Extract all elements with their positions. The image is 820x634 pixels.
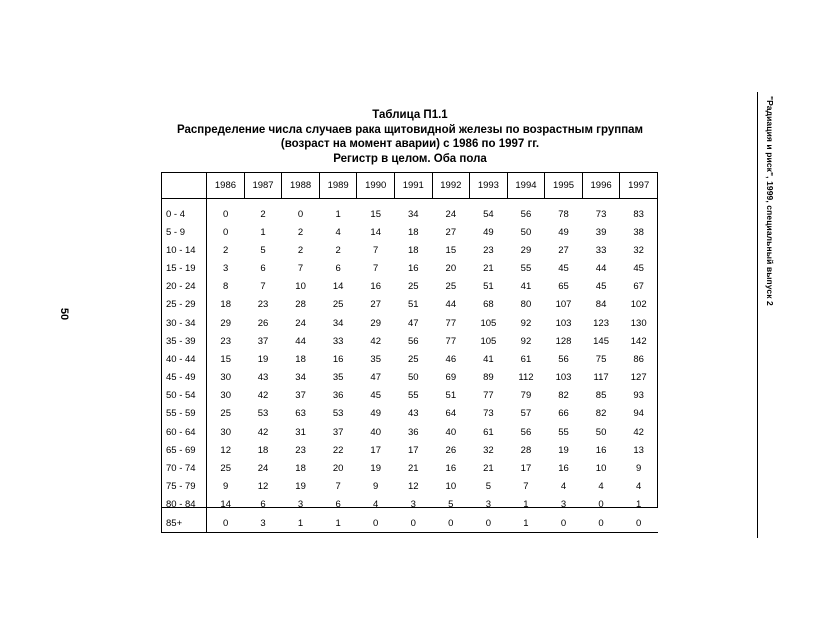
case-count-cell: 43	[407, 408, 419, 420]
table-caption-line-1: Распределение числа случаев рака щитовидной железы по возрастным группам	[176, 123, 644, 136]
case-count-cell: 8	[223, 281, 229, 293]
table-header-row	[162, 173, 658, 199]
thyroid-cancer-table	[161, 172, 658, 533]
case-count-cell: 5	[260, 244, 266, 256]
case-count-cell: 67	[633, 281, 644, 293]
case-count-cell: 22	[332, 444, 344, 456]
case-count-cell: 55	[520, 262, 532, 274]
case-count-cell: 5	[485, 481, 492, 493]
case-count-cell: 12	[257, 481, 269, 493]
case-count-cell: 19	[370, 463, 381, 475]
case-count-cell: 56	[407, 335, 419, 347]
case-count-cell: 10	[595, 463, 607, 475]
case-count-cell: 40	[370, 426, 381, 438]
case-count-cell: 19	[558, 444, 569, 456]
case-count-cell: 17	[370, 444, 381, 456]
age-group-cell: 50 - 54	[162, 387, 207, 405]
case-count-cell: 77	[445, 335, 457, 347]
year-header-1989: 1989	[319, 173, 357, 199]
case-count-cell: 1	[523, 499, 529, 511]
case-count-cell: 24	[257, 463, 269, 475]
case-count-cell: 15	[370, 208, 381, 220]
case-count-cell: 0	[223, 226, 229, 238]
case-count-cell: 55	[558, 426, 569, 438]
age-group-cell: 25 - 29	[162, 296, 207, 314]
case-count-cell: 4	[598, 481, 604, 493]
case-count-cell: 43	[257, 372, 269, 384]
case-count-cell: 51	[445, 390, 457, 402]
year-header-1993: 1993	[470, 173, 508, 199]
case-count-cell: 27	[370, 299, 381, 311]
age-group-cell: 0 - 4	[162, 199, 207, 224]
running-header	[763, 96, 775, 536]
case-count-cell: 123	[593, 317, 609, 329]
age-group-cell: 20 - 24	[162, 278, 207, 296]
case-count-cell: 27	[558, 244, 569, 256]
table-row	[162, 423, 658, 441]
case-count-cell: 17	[520, 463, 532, 475]
age-group-cell: 45 - 49	[162, 369, 207, 387]
age-group-cell: 40 - 44	[162, 350, 207, 368]
case-count-cell: 57	[520, 408, 532, 420]
case-count-cell: 44	[295, 335, 306, 347]
case-count-cell: 51	[483, 281, 494, 293]
case-count-cell: 1	[335, 208, 341, 220]
case-count-cell: 45	[558, 262, 569, 274]
age-group-cell: 5 - 9	[162, 223, 207, 241]
case-count-cell: 7	[335, 481, 341, 493]
case-count-cell: 24	[445, 208, 457, 220]
case-count-cell: 3	[560, 499, 567, 511]
case-count-cell: 4	[335, 226, 341, 238]
year-header-1987: 1987	[244, 173, 282, 199]
case-count-cell: 15	[220, 353, 231, 365]
case-count-cell: 18	[257, 444, 269, 456]
case-count-cell: 20	[332, 463, 344, 475]
case-count-cell: 6	[335, 262, 341, 274]
case-count-cell: 9	[636, 463, 642, 475]
case-count-cell: 145	[593, 335, 609, 347]
case-count-cell: 16	[407, 262, 419, 274]
case-count-cell: 28	[295, 299, 306, 311]
case-count-cell: 14	[332, 281, 344, 293]
case-count-cell: 46	[445, 353, 457, 365]
case-count-cell: 34	[407, 208, 419, 220]
case-count-cell: 117	[593, 372, 609, 384]
case-count-cell: 7	[373, 244, 379, 256]
case-count-cell: 32	[633, 244, 644, 256]
case-count-cell: 37	[332, 426, 344, 438]
page-number: 50	[58, 307, 71, 321]
case-count-cell: 35	[370, 353, 381, 365]
table-row	[162, 514, 658, 533]
case-count-cell: 85	[595, 390, 607, 402]
case-count-cell: 4	[560, 481, 567, 493]
case-count-cell: 38	[633, 226, 644, 238]
case-count-cell: 29	[370, 317, 381, 329]
age-group-cell: 55 - 59	[162, 405, 207, 423]
case-count-cell: 15	[445, 244, 457, 256]
case-count-cell: 1	[260, 226, 266, 238]
case-count-cell: 26	[257, 317, 269, 329]
table-number: Таблица П1.1	[372, 109, 448, 121]
case-count-cell: 2	[297, 226, 304, 238]
table-row	[162, 405, 658, 423]
case-count-cell: 7	[260, 281, 266, 293]
case-count-cell: 0	[470, 514, 508, 533]
case-count-cell: 78	[558, 208, 569, 220]
case-count-cell: 16	[595, 444, 607, 456]
year-header-1992: 1992	[432, 173, 470, 199]
case-count-cell: 16	[332, 353, 344, 365]
age-group-cell: 85+	[162, 514, 207, 533]
table-title-block	[160, 108, 660, 166]
case-count-cell: 6	[335, 499, 341, 511]
case-count-cell: 1	[636, 499, 642, 511]
case-count-cell: 54	[483, 208, 494, 220]
table-row	[162, 478, 658, 496]
case-count-cell: 16	[370, 281, 381, 293]
case-count-cell: 86	[633, 353, 644, 365]
case-count-cell: 66	[558, 408, 569, 420]
case-count-cell: 45	[595, 281, 607, 293]
case-count-cell: 42	[633, 426, 644, 438]
case-count-cell: 40	[445, 426, 457, 438]
case-count-cell: 21	[483, 463, 494, 475]
table-row	[162, 314, 658, 332]
case-count-cell: 56	[520, 208, 532, 220]
case-count-cell: 13	[633, 444, 644, 456]
case-count-cell: 25	[332, 299, 344, 311]
case-count-cell: 49	[558, 226, 569, 238]
case-count-cell: 14	[370, 226, 381, 238]
case-count-cell: 3	[410, 499, 416, 511]
case-count-cell: 27	[445, 226, 457, 238]
case-count-cell: 0	[357, 514, 395, 533]
case-count-cell: 25	[407, 281, 419, 293]
case-count-cell: 30	[220, 372, 231, 384]
case-count-cell: 37	[257, 335, 269, 347]
case-count-cell: 18	[407, 226, 419, 238]
case-count-cell: 6	[260, 262, 266, 274]
age-group-cell: 75 - 79	[162, 478, 207, 496]
case-count-cell: 50	[407, 372, 419, 384]
case-count-cell: 25	[220, 408, 231, 420]
case-count-cell: 107	[555, 299, 572, 311]
case-count-cell: 0	[545, 514, 583, 533]
case-count-cell: 92	[520, 335, 532, 347]
table-row	[162, 199, 658, 224]
table-row	[162, 441, 658, 459]
case-count-cell: 53	[332, 408, 344, 420]
case-count-cell: 0	[432, 514, 470, 533]
year-header-1991: 1991	[394, 173, 432, 199]
case-count-cell: 142	[630, 335, 647, 347]
year-header-1990: 1990	[357, 173, 395, 199]
case-count-cell: 63	[295, 408, 306, 420]
case-count-cell: 34	[332, 317, 344, 329]
case-count-cell: 56	[558, 353, 569, 365]
case-count-cell: 50	[595, 426, 607, 438]
case-count-cell: 103	[555, 317, 572, 329]
case-count-cell: 56	[520, 426, 532, 438]
case-count-cell: 30	[220, 426, 231, 438]
case-count-cell: 0	[207, 514, 245, 533]
age-group-cell: 80 - 84	[162, 496, 207, 514]
case-count-cell: 18	[295, 353, 306, 365]
case-count-cell: 0	[297, 208, 304, 220]
year-header-1988: 1988	[282, 173, 320, 199]
case-count-cell: 82	[558, 390, 569, 402]
case-count-cell: 3	[244, 514, 282, 533]
case-count-cell: 49	[483, 226, 494, 238]
case-count-cell: 55	[407, 390, 419, 402]
case-count-cell: 49	[370, 408, 381, 420]
table-row	[162, 223, 658, 241]
table-row	[162, 278, 658, 296]
case-count-cell: 36	[332, 390, 344, 402]
table-row	[162, 387, 658, 405]
case-count-cell: 1	[282, 514, 320, 533]
case-count-cell: 65	[558, 281, 569, 293]
case-count-cell: 2	[297, 244, 304, 256]
case-count-cell: 33	[332, 335, 344, 347]
case-count-cell: 3	[297, 499, 304, 511]
case-count-cell: 34	[295, 372, 306, 384]
case-count-cell: 6	[260, 499, 266, 511]
year-header-1986: 1986	[207, 173, 245, 199]
case-count-cell: 77	[483, 390, 494, 402]
case-count-cell: 82	[595, 408, 607, 420]
case-count-cell: 83	[633, 208, 644, 220]
case-count-cell: 29	[220, 317, 231, 329]
case-count-cell: 41	[483, 353, 494, 365]
case-count-cell: 77	[445, 317, 457, 329]
year-header-1996: 1996	[582, 173, 620, 199]
case-count-cell: 105	[480, 335, 497, 347]
case-count-cell: 12	[220, 444, 231, 456]
case-count-cell: 24	[295, 317, 306, 329]
case-count-cell: 23	[295, 444, 306, 456]
case-count-cell: 128	[555, 335, 572, 347]
year-header-1995: 1995	[545, 173, 583, 199]
case-count-cell: 19	[257, 353, 269, 365]
case-count-cell: 45	[633, 262, 644, 274]
side-rule-divider	[757, 92, 758, 538]
case-count-cell: 7	[523, 481, 529, 493]
case-count-cell: 5	[448, 499, 454, 511]
case-count-cell: 0	[582, 514, 620, 533]
age-group-cell: 65 - 69	[162, 441, 207, 459]
case-count-cell: 1	[319, 514, 357, 533]
case-count-cell: 73	[595, 208, 607, 220]
case-count-cell: 94	[633, 408, 644, 420]
case-count-cell: 4	[636, 481, 642, 493]
table-caption-line-3: Регистр в целом. Оба пола	[333, 152, 487, 165]
case-count-cell: 18	[220, 299, 231, 311]
case-count-cell: 21	[407, 463, 419, 475]
case-count-cell: 64	[445, 408, 457, 420]
table-row	[162, 332, 658, 350]
case-count-cell: 127	[630, 372, 647, 384]
year-header-1994: 1994	[507, 173, 545, 199]
case-count-cell: 80	[520, 299, 532, 311]
case-count-cell: 30	[220, 390, 231, 402]
case-count-cell: 3	[485, 499, 492, 511]
table-body	[162, 199, 658, 533]
case-count-cell: 20	[445, 262, 457, 274]
case-count-cell: 0	[394, 514, 432, 533]
case-count-cell: 18	[295, 463, 306, 475]
case-count-cell: 112	[518, 372, 534, 384]
case-count-cell: 4	[373, 499, 379, 511]
case-count-cell: 10	[295, 281, 306, 293]
case-count-cell: 103	[555, 372, 572, 384]
case-count-cell: 14	[220, 499, 231, 511]
case-count-cell: 42	[257, 426, 269, 438]
case-count-cell: 16	[445, 463, 457, 475]
case-count-cell: 3	[223, 262, 229, 274]
case-count-cell: 61	[520, 353, 532, 365]
case-count-cell: 9	[373, 481, 379, 493]
year-header-1997: 1997	[620, 173, 658, 199]
table-row	[162, 459, 658, 477]
table-caption-line-2: (возраст на момент аварии) с 1986 по 1997 гг.	[280, 138, 540, 150]
case-count-cell: 1	[507, 514, 545, 533]
case-count-cell: 12	[407, 481, 419, 493]
table-row	[162, 296, 658, 314]
case-count-cell: 47	[370, 372, 381, 384]
age-group-cell: 15 - 19	[162, 259, 207, 277]
case-count-cell: 31	[295, 426, 306, 438]
case-count-cell: 0	[223, 208, 229, 220]
case-count-cell: 42	[370, 335, 381, 347]
case-count-cell: 39	[595, 226, 607, 238]
case-count-cell: 25	[445, 281, 457, 293]
case-count-cell: 36	[407, 426, 419, 438]
case-count-cell: 44	[445, 299, 457, 311]
case-count-cell: 68	[483, 299, 494, 311]
table-row	[162, 259, 658, 277]
case-count-cell: 42	[257, 390, 269, 402]
case-count-cell: 75	[595, 353, 607, 365]
case-count-cell: 26	[445, 444, 457, 456]
case-count-cell: 84	[595, 299, 607, 311]
case-count-cell: 41	[520, 281, 532, 293]
age-group-cell: 35 - 39	[162, 332, 207, 350]
case-count-cell: 0	[620, 514, 658, 533]
table-row	[162, 496, 658, 514]
case-count-cell: 69	[445, 372, 457, 384]
case-count-cell: 23	[220, 335, 231, 347]
case-count-cell: 7	[373, 262, 379, 274]
case-count-cell: 35	[332, 372, 344, 384]
age-group-cell: 30 - 34	[162, 314, 207, 332]
case-count-cell: 105	[480, 317, 497, 329]
case-count-cell: 9	[223, 481, 229, 493]
case-count-cell: 2	[260, 208, 266, 220]
case-count-cell: 25	[407, 353, 419, 365]
case-count-cell: 23	[483, 244, 494, 256]
case-count-cell: 37	[295, 390, 306, 402]
age-group-cell: 70 - 74	[162, 459, 207, 477]
table-row	[162, 369, 658, 387]
case-count-cell: 89	[483, 372, 494, 384]
age-group-header	[162, 173, 207, 199]
age-group-cell: 10 - 14	[162, 241, 207, 259]
case-count-cell: 50	[520, 226, 532, 238]
case-count-cell: 102	[630, 299, 647, 311]
case-count-cell: 10	[445, 481, 457, 493]
case-count-cell: 0	[598, 499, 604, 511]
case-count-cell: 28	[520, 444, 532, 456]
case-count-cell: 25	[220, 463, 231, 475]
case-count-cell: 51	[407, 299, 419, 311]
case-count-cell: 2	[335, 244, 341, 256]
case-count-cell: 61	[483, 426, 494, 438]
case-count-cell: 130	[630, 317, 647, 329]
case-count-cell: 93	[633, 390, 644, 402]
case-count-cell: 21	[483, 262, 494, 274]
case-count-cell: 73	[483, 408, 494, 420]
case-count-cell: 16	[558, 463, 569, 475]
case-count-cell: 53	[257, 408, 269, 420]
case-count-cell: 7	[297, 262, 304, 274]
case-count-cell: 2	[223, 244, 229, 256]
case-count-cell: 33	[595, 244, 607, 256]
case-count-cell: 47	[407, 317, 419, 329]
case-count-cell: 29	[520, 244, 532, 256]
table-row	[162, 350, 658, 368]
table-row	[162, 241, 658, 259]
case-count-cell: 18	[407, 244, 419, 256]
case-count-cell: 19	[295, 481, 306, 493]
age-group-cell: 60 - 64	[162, 423, 207, 441]
case-count-cell: 92	[520, 317, 532, 329]
case-count-cell: 45	[370, 390, 381, 402]
running-header-text: "Радиация и риск", 1999, специальный выпуск 2	[765, 96, 775, 306]
case-count-cell: 79	[520, 390, 532, 402]
case-count-cell: 44	[595, 262, 607, 274]
case-count-cell: 32	[483, 444, 494, 456]
case-count-cell: 23	[257, 299, 269, 311]
case-count-cell: 17	[407, 444, 419, 456]
